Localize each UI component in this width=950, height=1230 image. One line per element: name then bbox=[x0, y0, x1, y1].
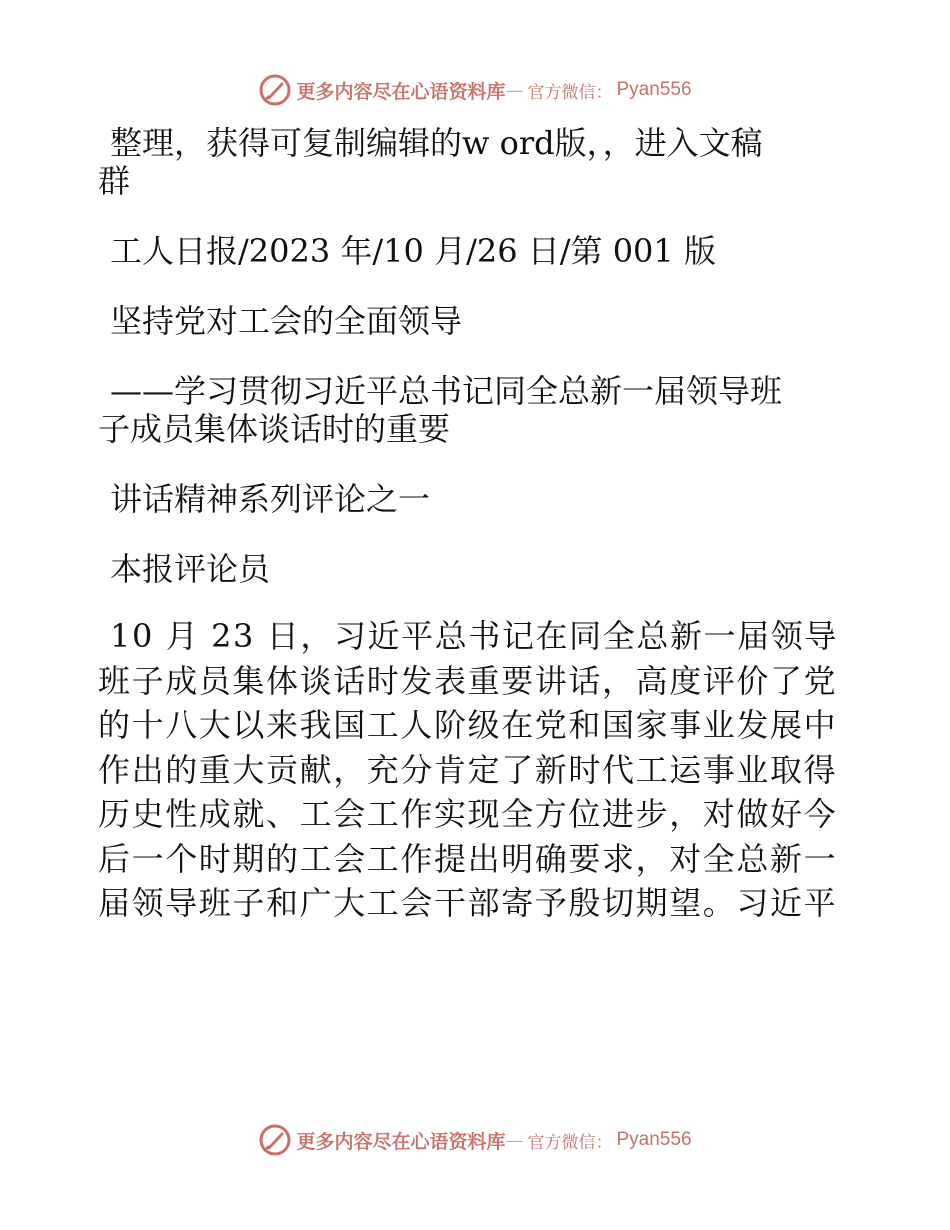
watermark-site-text: 更多内容尽在心语资料库 bbox=[296, 80, 506, 103]
author-line: 本报评论员 bbox=[110, 550, 271, 588]
body-line: 10 月 23 日，习近平总书记在同全总新一届领导 bbox=[110, 617, 838, 655]
watermark-dash: — bbox=[505, 1129, 524, 1151]
body-line: 班子成员集体谈话时发表重要讲话，高度评价了党 bbox=[98, 661, 838, 700]
body-line: 后一个时期的工会工作提出明确要求，对全总新一 bbox=[98, 839, 838, 878]
source-line: 工人日报/2023 年/10 月/26 日/第 001 版 bbox=[110, 232, 716, 270]
body-line: 历史性成就、工会工作实现全方位进步，对做好今 bbox=[98, 795, 838, 833]
quill-logo-icon bbox=[258, 1123, 292, 1157]
watermark-wechat-label: 官方微信： bbox=[527, 1132, 613, 1153]
article-paragraph bbox=[98, 614, 858, 926]
watermark-wechat-label: 官方微信： bbox=[527, 82, 613, 103]
watermark-dash: — bbox=[505, 79, 524, 101]
watermark-wechat-id: Pyan556 bbox=[616, 1129, 692, 1150]
subtitle-line-2: 子成员集体谈话时的重要 bbox=[98, 410, 451, 448]
subtitle-line-1: ——学习贯彻习近平总书记同全总新一届领导班 bbox=[110, 372, 783, 410]
footer-watermark bbox=[0, 1120, 950, 1160]
body-line: 届领导班子和广大工会干部寄予殷切期望。习近平 bbox=[98, 884, 838, 922]
watermark-site-text: 更多内容尽在心语资料库 bbox=[296, 1130, 506, 1153]
article-title: 坚持党对工会的全面领导 bbox=[110, 302, 463, 340]
quill-logo-icon bbox=[258, 73, 292, 107]
body-line: 的十八大以来我国工人阶级在党和国家事业发展中 bbox=[98, 706, 838, 744]
subtitle-line-3: 讲话精神系列评论之一 bbox=[110, 480, 431, 518]
watermark-wechat-id: Pyan556 bbox=[616, 79, 692, 100]
body-line: 作出的重大贡献，充分肯定了新时代工运事业取得 bbox=[98, 750, 838, 789]
header-watermark bbox=[0, 70, 950, 110]
intro-line-2: 群 bbox=[98, 162, 131, 200]
document-body bbox=[98, 118, 858, 926]
intro-line-1: 整理，获得可复制编辑的w ord版，，进入文稿 bbox=[110, 124, 763, 162]
